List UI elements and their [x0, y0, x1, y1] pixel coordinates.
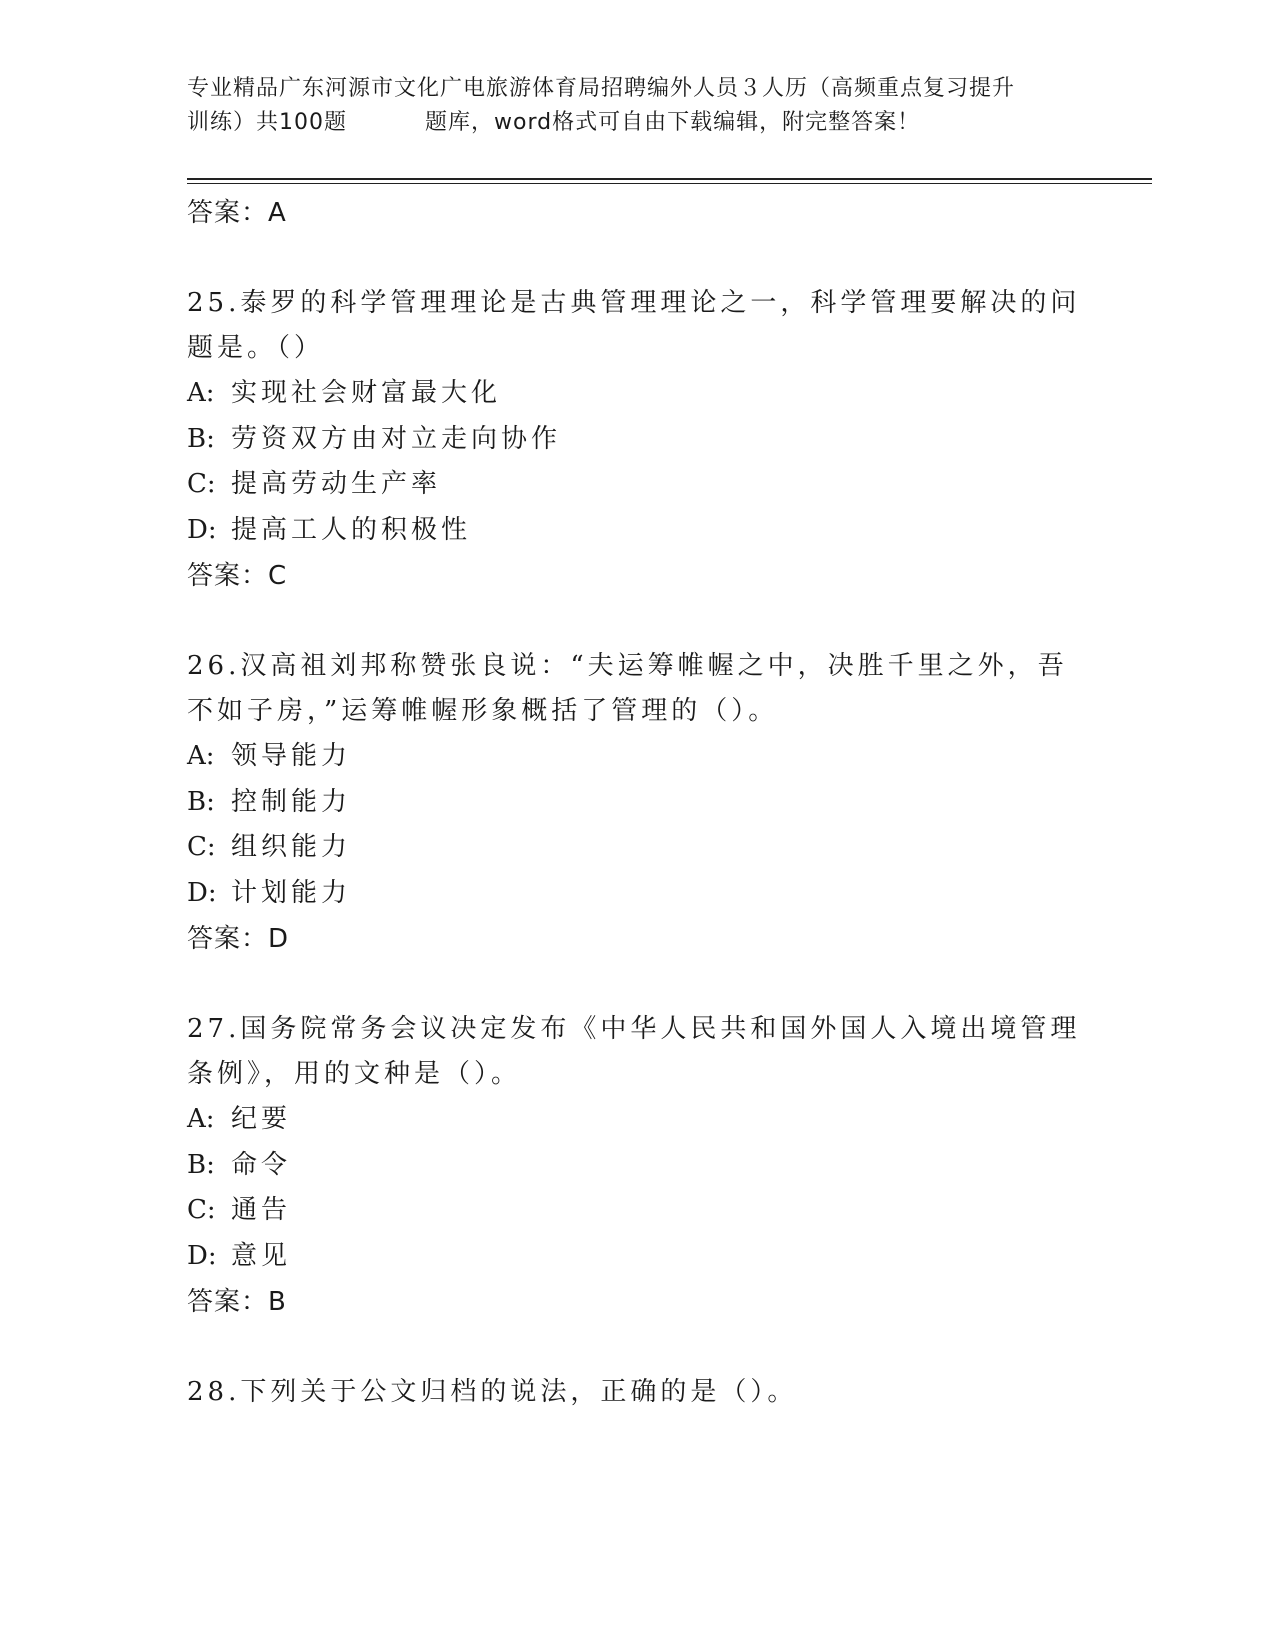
option-letter: A:	[187, 741, 215, 771]
option-text: 命令	[231, 1149, 292, 1180]
option-a	[187, 734, 1087, 780]
header-title-line1: 专业精品广东河源市文化广电旅游体育局招聘编外人员３人历（高频重点复习提升	[187, 76, 1016, 101]
option-text: 控制能力	[231, 786, 352, 817]
option-b	[187, 417, 1087, 463]
option-text: 实现社会财富最大化	[231, 378, 502, 408]
option-letter: A:	[187, 378, 215, 408]
option-letter: B:	[187, 1149, 215, 1180]
header-title-line2	[187, 106, 1087, 140]
option-c	[187, 462, 1087, 508]
page-header	[187, 72, 1087, 140]
question-stem: 25.泰罗的科学管理理论是古典管理理论之一，科学管理要解决的问题是。（）	[187, 288, 1081, 363]
answer-line: 答案：A	[187, 198, 287, 228]
answer-line: 答案：D	[187, 924, 290, 954]
answer-line: 答案：C	[187, 561, 288, 591]
question-26	[187, 644, 1087, 962]
option-letter: A:	[187, 1104, 215, 1134]
question-28	[187, 1370, 1087, 1415]
option-a	[187, 1097, 1087, 1143]
question-27	[187, 1007, 1087, 1325]
header-divider-thin	[187, 183, 1152, 184]
option-text: 提高工人的积极性	[231, 514, 472, 545]
option-text: 通告	[231, 1195, 292, 1225]
question-stem: 28.下列关于公文归档的说法，正确的是（）。	[187, 1377, 798, 1407]
option-a	[187, 371, 1087, 417]
header-title-line2-right: 题库，word格式可自由下载编辑，附完整答案！	[425, 110, 921, 135]
option-letter: D:	[187, 514, 217, 545]
option-text: 组织能力	[231, 832, 352, 862]
option-text: 纪要	[231, 1104, 292, 1134]
option-letter: C:	[187, 1195, 216, 1225]
option-letter: B:	[187, 786, 215, 817]
option-letter: C:	[187, 832, 216, 862]
option-text: 提高劳动生产率	[231, 469, 442, 499]
option-letter: D:	[187, 877, 217, 908]
option-text: 意见	[231, 1240, 292, 1271]
answer-line: 答案：B	[187, 1287, 287, 1317]
option-letter: D:	[187, 1240, 217, 1271]
option-c	[187, 1188, 1087, 1234]
question-list	[187, 190, 1087, 1415]
option-text: 领导能力	[231, 741, 352, 771]
option-b	[187, 780, 1087, 826]
option-text: 劳资双方由对立走向协作	[231, 423, 562, 454]
option-d	[187, 871, 1087, 917]
question-stem: 26.汉高祖刘邦称赞张良说：“夫运筹帷幄之中，决胜千里之外，吾不如子房，”运筹帷幄形象概括了管理的（）。	[187, 651, 1068, 726]
option-b	[187, 1143, 1087, 1189]
header-title-line2-left: 训练）共100题	[187, 110, 347, 135]
option-letter: C:	[187, 469, 216, 499]
header-divider-thick	[187, 178, 1152, 180]
option-letter: B:	[187, 423, 215, 454]
option-text: 计划能力	[231, 877, 352, 908]
question-25	[187, 281, 1087, 599]
question-stem: 27.国务院常务会议决定发布《中华人民共和国外国人入境出境管理条例》，用的文种是（）。	[187, 1014, 1081, 1089]
option-d	[187, 508, 1087, 554]
option-c	[187, 825, 1087, 871]
option-d	[187, 1234, 1087, 1280]
